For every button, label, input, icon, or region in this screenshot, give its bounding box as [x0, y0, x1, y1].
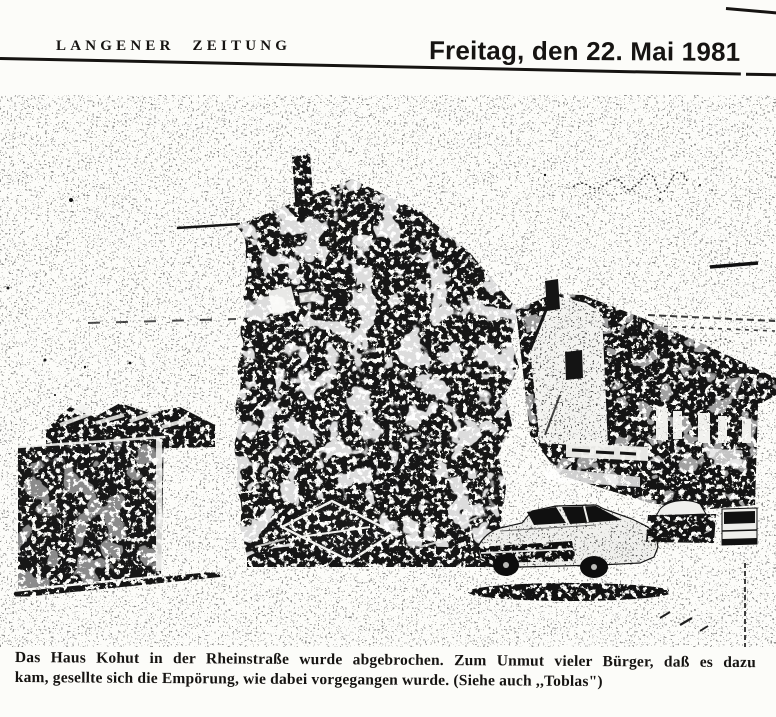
dateline: Freitag, den 22. Mai 1981 [428, 35, 741, 67]
photo-caption [15, 648, 756, 692]
header-rule-fragment [746, 73, 776, 77]
car-shadow [468, 583, 672, 601]
newspaper-photo [0, 95, 776, 647]
ruin-wall-gap [299, 291, 316, 303]
wall-gap-slit [156, 439, 162, 571]
caption-line-1: Das Haus Kohut in der Rheinstraße wurde abgebrochen. Zum Unmut vieler Bürger, daß es dazu [14, 649, 756, 672]
caption-line-2: kam, gesellte sich die Empörung, wie dabei vorgegangen wurde. (Siehe auch ,,Toblas") [14, 668, 603, 690]
masthead-title: LANGENER ZEITUNG [56, 38, 292, 54]
gable-window [565, 350, 583, 380]
left-hoarding-wall [18, 437, 164, 589]
page-corner-scan-mark [726, 7, 776, 14]
